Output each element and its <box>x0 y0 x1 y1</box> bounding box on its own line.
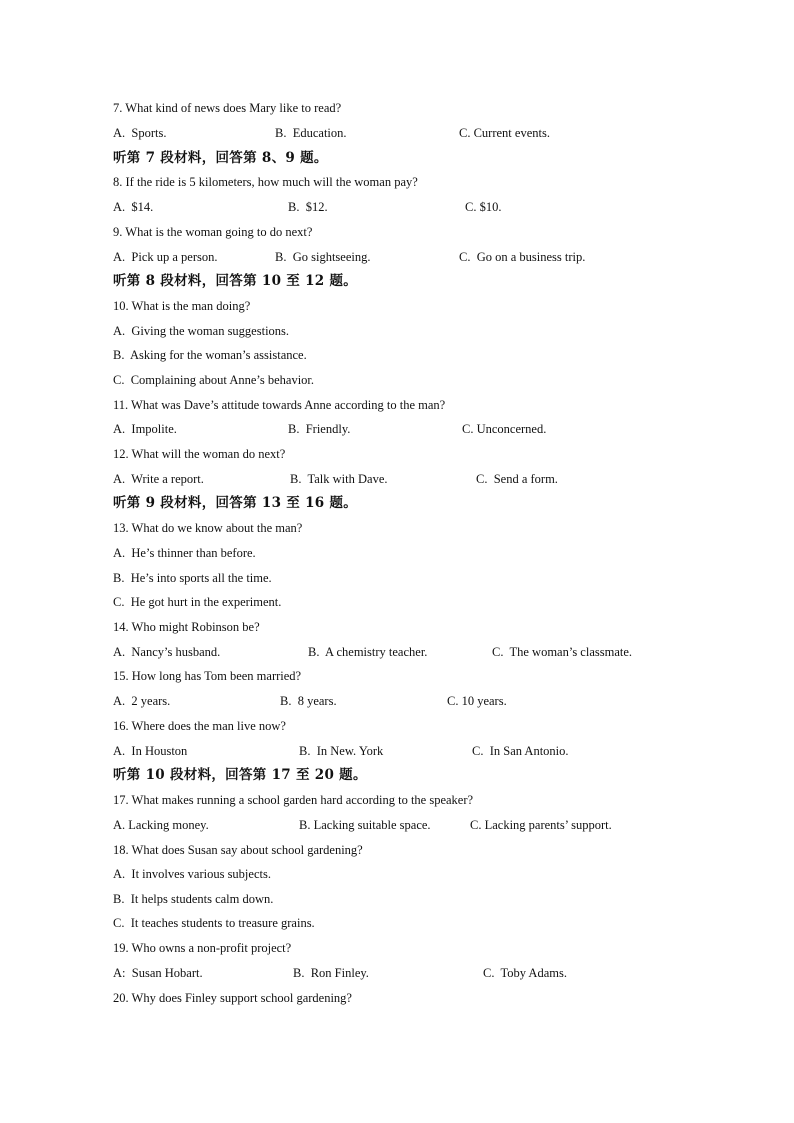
answer-option: A. In Houston <box>113 744 188 758</box>
question-line: 12. What will the woman do next? <box>113 447 286 461</box>
question-line: B. It helps students calm down. <box>113 892 274 906</box>
question-line: 17. What makes running a school garden hard according to the speaker? <box>113 793 474 807</box>
answer-option: C. In San Antonio. <box>472 744 569 758</box>
answer-option: A. 2 years. <box>113 694 171 708</box>
answer-option: A. Lacking money. <box>113 818 209 832</box>
question-line: 9. What is the woman going to do next? <box>113 225 313 239</box>
question-line: 14. Who might Robinson be? <box>113 620 260 634</box>
answer-option: B. Go sightseeing. <box>275 250 371 264</box>
answer-option: B. Lacking suitable space. <box>299 818 431 832</box>
answer-option: B. Friendly. <box>288 422 351 436</box>
answer-option: C. Current events. <box>459 126 550 140</box>
question-line: 20. Why does Finley support school gardening? <box>113 991 352 1005</box>
answer-option: A. Sports. <box>113 126 167 140</box>
question-line: A. He’s thinner than before. <box>113 546 256 560</box>
question-line: 11. What was Dave’s attitude towards Anne according to the man? <box>113 398 446 412</box>
question-line: 8. If the ride is 5 kilometers, how much will the woman pay? <box>113 175 418 189</box>
answer-option: C. Go on a business trip. <box>459 250 586 264</box>
answer-option: B. $12. <box>288 200 328 214</box>
question-line: B. Asking for the woman’s assistance. <box>113 348 307 362</box>
question-line: C. Complaining about Anne’s behavior. <box>113 373 315 387</box>
answer-option: C. $10. <box>465 200 502 214</box>
question-line: 13. What do we know about the man? <box>113 521 303 535</box>
question-line: C. He got hurt in the experiment. <box>113 595 282 609</box>
question-line: 16. Where does the man live now? <box>113 719 286 733</box>
answer-option: C. Unconcerned. <box>462 422 547 436</box>
section-heading: 听第 9 段材料，回答第 13 至 16 题。 <box>113 495 358 511</box>
answer-option: A. Nancy’s husband. <box>113 645 221 659</box>
answer-option: C. Send a form. <box>476 472 558 486</box>
question-line: A. It involves various subjects. <box>113 867 271 881</box>
answer-option: A. Impolite. <box>113 422 177 436</box>
answer-option: B. 8 years. <box>280 694 337 708</box>
answer-option: A. Pick up a person. <box>113 250 218 264</box>
question-line: 7. What kind of news does Mary like to read? <box>113 101 342 115</box>
answer-option: A: Susan Hobart. <box>113 966 203 980</box>
answer-option: A. Write a report. <box>113 472 204 486</box>
answer-option: B. A chemistry teacher. <box>308 645 428 659</box>
question-line: 10. What is the man doing? <box>113 299 251 313</box>
answer-option: C. 10 years. <box>447 694 507 708</box>
answer-option: B. Education. <box>275 126 347 140</box>
answer-option: B. Ron Finley. <box>293 966 369 980</box>
answer-option: B. Talk with Dave. <box>290 472 388 486</box>
answer-option: B. In New. York <box>299 744 384 758</box>
section-heading: 听第 8 段材料，回答第 10 至 12 题。 <box>113 273 358 289</box>
question-line: 19. Who owns a non-profit project? <box>113 941 292 955</box>
section-heading: 听第 10 段材料，回答第 17 至 20 题。 <box>113 767 367 783</box>
question-line: B. He’s into sports all the time. <box>113 571 272 585</box>
answer-option: C. Lacking parents’ support. <box>470 818 612 832</box>
question-line: 18. What does Susan say about school gardening? <box>113 843 363 857</box>
answer-option: C. The woman’s classmate. <box>492 645 633 659</box>
answer-option: A. $14. <box>113 200 154 214</box>
question-line: C. It teaches students to treasure grains. <box>113 916 315 930</box>
answer-option: C. Toby Adams. <box>483 966 567 980</box>
question-line: 15. How long has Tom been married? <box>113 669 302 683</box>
question-line: A. Giving the woman suggestions. <box>113 324 290 338</box>
section-heading: 听第 7 段材料，回答第 8、9 题。 <box>113 150 328 166</box>
